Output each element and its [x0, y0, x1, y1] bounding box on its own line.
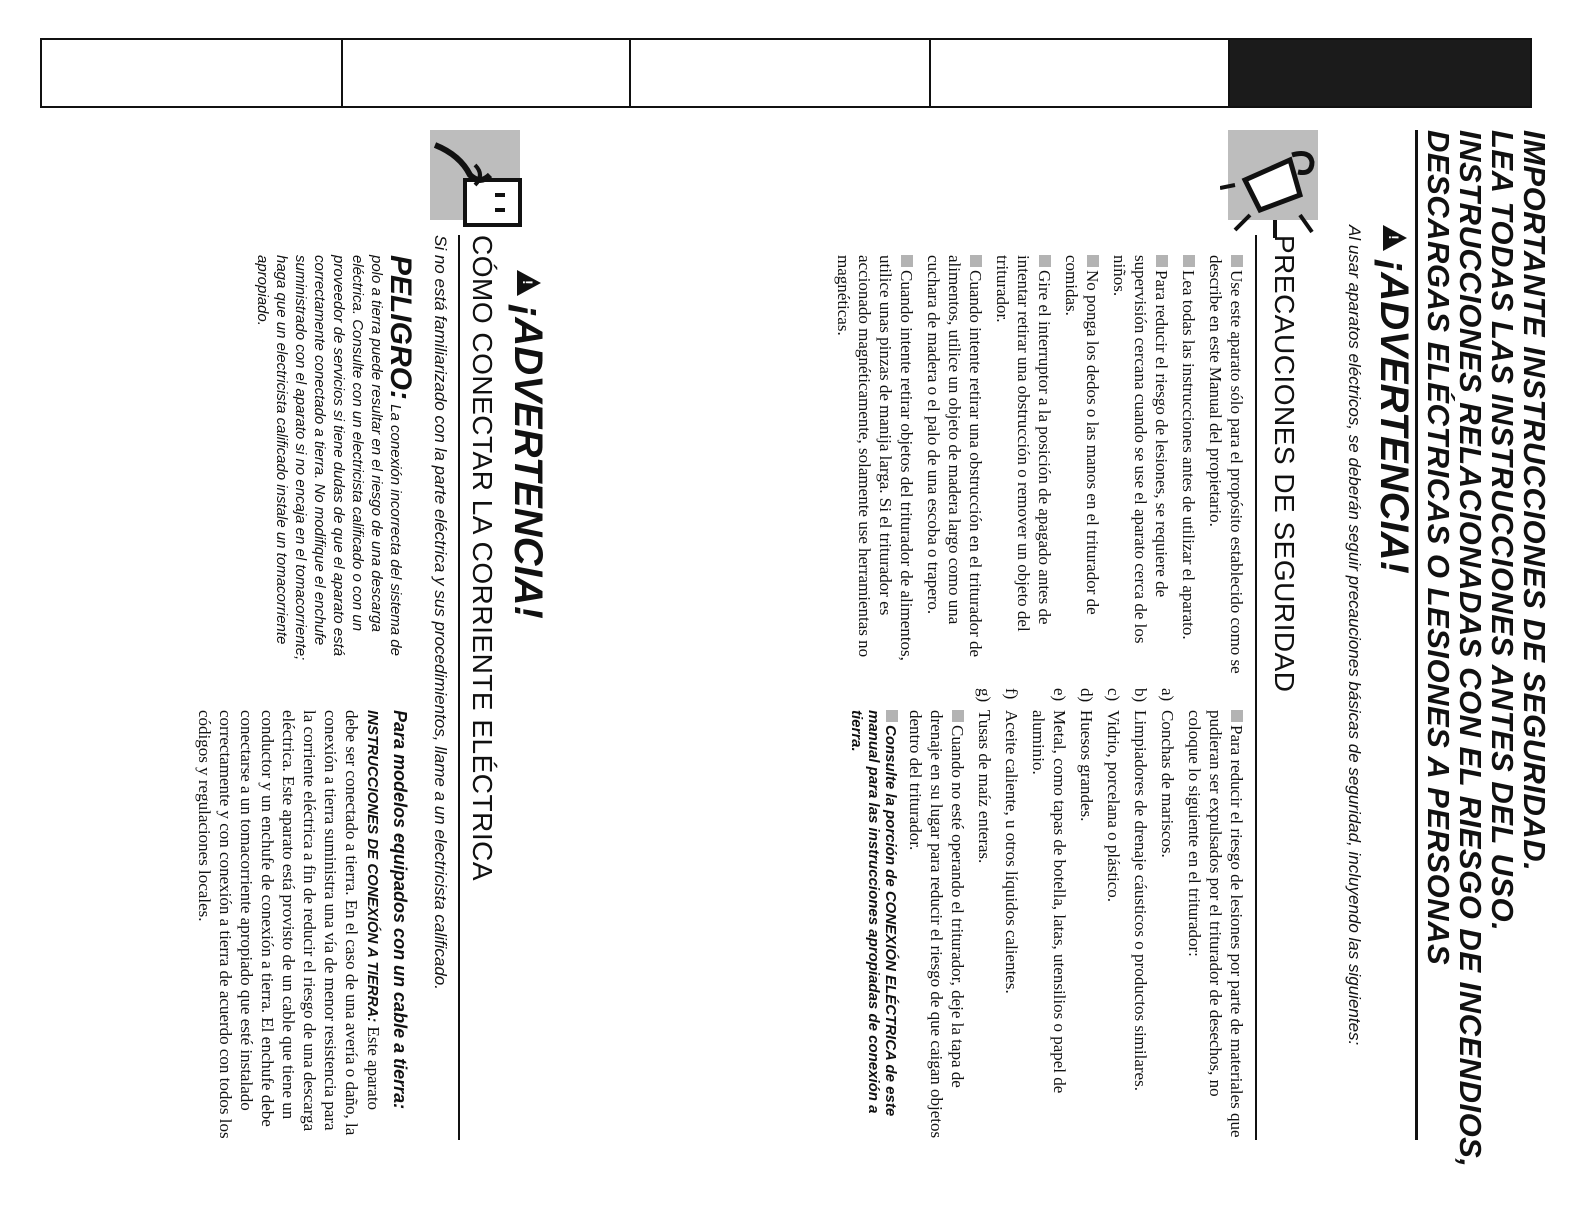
header-line-3: INSTRUCCIONES RELACIONADAS CON EL RIESGO DE INCENDIOS,: [1453, 130, 1488, 1168]
list-item: No ponga los dedos o las manos en el triturador de comidas.: [1062, 255, 1102, 615]
list-item: Consulte la porción de CONEXIÓN ELÉCTRICA de este manual para las instrucciones apropiadas de conexión a tierra.: [848, 710, 899, 1117]
list-item: Para reducir el riesgo de lesiones, se requiere de supervisión cercana cuando se use el aparato cerca de los niños.: [1110, 255, 1171, 644]
list-item: Cuando intente retirar objetos del triturador de alimentos, utilice unas pinzas de manija larga. Si el triturador es accionado magnéticamente, solamente use herramientas no magnéticas.: [834, 255, 916, 661]
bullet-icon: [1231, 710, 1243, 722]
warning-triangle-icon: [1383, 225, 1407, 251]
list-item: Lea todas las instrucciones antes de utilizar el aparato.: [1178, 255, 1199, 675]
danger-text: La conexión incorrecta del sistema de polo a tierra puede resultar en el riesgo de una descarga eléctrica. Consulte con un electricista calificado o con un proveedor de servicios si tiene dudas de que el aparato está correctamente conectado a tierra. No modifique el enchufe suministrado con el aparato si no encaja en el tomacorriente; haga que un electricista calificado instale un tomacorriente apropiado.: [254, 255, 404, 661]
lightbulb-icon: [1228, 130, 1318, 220]
danger-notice: [253, 255, 417, 675]
warning-intro: Al usar aparatos eléctricos, se deberán seguir precauciones básicas de seguridad, incluyendo las siguientes:: [1345, 225, 1364, 1046]
bullet-icon: [1156, 255, 1168, 267]
section-title-electrical: CÓMO CONECTAR LA CORRIENTE ELÉCTRICA: [467, 235, 498, 882]
grounding-heading: Para modelos equipados con un cable a tierra:: [390, 710, 410, 1110]
tab-2: [343, 40, 631, 106]
tab-5-active: [1230, 40, 1530, 106]
hand-plug-outlet-icon: [430, 130, 520, 220]
grounding-lead: INSTRUCCIONES DE CONEXIÓN A TIERRA:: [364, 710, 381, 1023]
precautions-column-1: [827, 255, 1247, 675]
header-line-2: LEA TODAS LAS INSTRUCCIONES ANTES DEL USO.: [1485, 130, 1520, 932]
tab-strip: [40, 38, 1532, 108]
section-title-precautions: PRECAUCIONES DE SEGURIDAD: [1269, 235, 1300, 693]
list-item: Para reducir el riesgo de lesiones por parte de materiales que pudieran ser expulsados por el triturador de desechos, no coloque lo siguiente en el triturador:: [1185, 710, 1246, 1138]
bullet-icon: [901, 255, 913, 267]
grounding-instructions: [188, 710, 410, 1140]
tab-3: [631, 40, 931, 106]
section-rule-1: [1255, 235, 1257, 1140]
bullet-icon: [886, 710, 898, 722]
precautions-column-2: Para reducir el riesgo de lesiones por parte de materiales que pudieran ser expulsados por el triturador de desechos, no coloque lo siguiente en el triturador: a)Conchas de mariscos. b)Limpiadores de drenaje cáusticos o productos similares. c)Vidrio, porcelana o plástico. d)Huesos grandes. e)Metal, como tapas de botella, latas, utensilios o papel de aluminio. f)Aceite caliente, u otros líquidos calientes. g)Tusas de maíz enteras. Cuando no esté operando el triturador, deje la tapa de drenaje en su lugar para reducir el riesgo de que caigan objetos dentro del triturador. Consulte la porción de CONEXIÓN ELÉCTRICA de este manual para las instrucciones apropiadas de conexión a tierra.: [848, 688, 1246, 1139]
bullet-icon: [1183, 255, 1195, 267]
grounding-text: Este aparato debe ser conectado a tierra. En el caso de una avería o daño, la conexión a tierra suministra una vía de menor resistencia para la corriente eléctrica a fin de reducir el riesgo de una descarga eléctrica. Este aparato está provisto de un cable que tiene un conductor y un enchufe de conexión a tierra. El enchufe debe conectarse a un tomacorriente apropiado que esté instalado correctamente y con conexión a tierra de acuerdo con todos los códigos y regulaciones locales.: [195, 710, 383, 1139]
list-item: Use este aparato sólo para el propósito establecido como se describe en este Manual del propietario.: [1206, 255, 1246, 674]
electrical-intro: Si no está familiarizado con la parte eléctrica y sus procedimientos, llame a un electricista calificado.: [431, 235, 450, 990]
tab-1: [42, 40, 343, 106]
header-line-4: DESCARGAS ELÉCTRICAS O LESIONES A PERSONAS: [1421, 130, 1456, 966]
tab-4: [931, 40, 1230, 106]
warning-heading-1: !¡ADVERTENCIA!: [1371, 225, 1416, 574]
warning-heading-2: !¡ADVERTENCIA!: [505, 270, 550, 619]
warning-triangle-icon: [517, 270, 541, 296]
rotated-page: [90, 130, 1550, 1190]
bullet-icon: [952, 710, 964, 722]
bullet-icon: [1231, 255, 1243, 267]
list-item: Gire el interruptor a la posición de apagado antes de intentar retirar una obstrucción o remover un objeto del triturador.: [993, 255, 1054, 632]
danger-label: PELIGRO:: [384, 255, 417, 401]
bullet-icon: [1087, 255, 1099, 267]
header-line-1: IMPORTANTE INSTRUCCIONES DE SEGURIDAD.: [1517, 130, 1552, 872]
section-rule-2: [458, 235, 460, 1140]
safety-header: [1422, 130, 1550, 1190]
bullet-icon: [1039, 255, 1051, 267]
bullet-icon: [970, 255, 982, 267]
list-item: Cuando intente retirar una obstrucción en el triturador de alimentos, utilice un objeto de madera largo como una cuchara de madera o el palo de una escoba o trapero.: [924, 255, 985, 658]
list-item: Cuando no esté operando el triturador, deje la tapa de drenaje en su lugar para reducir el riesgo de que caigan objetos dentro del triturador.: [906, 710, 967, 1139]
